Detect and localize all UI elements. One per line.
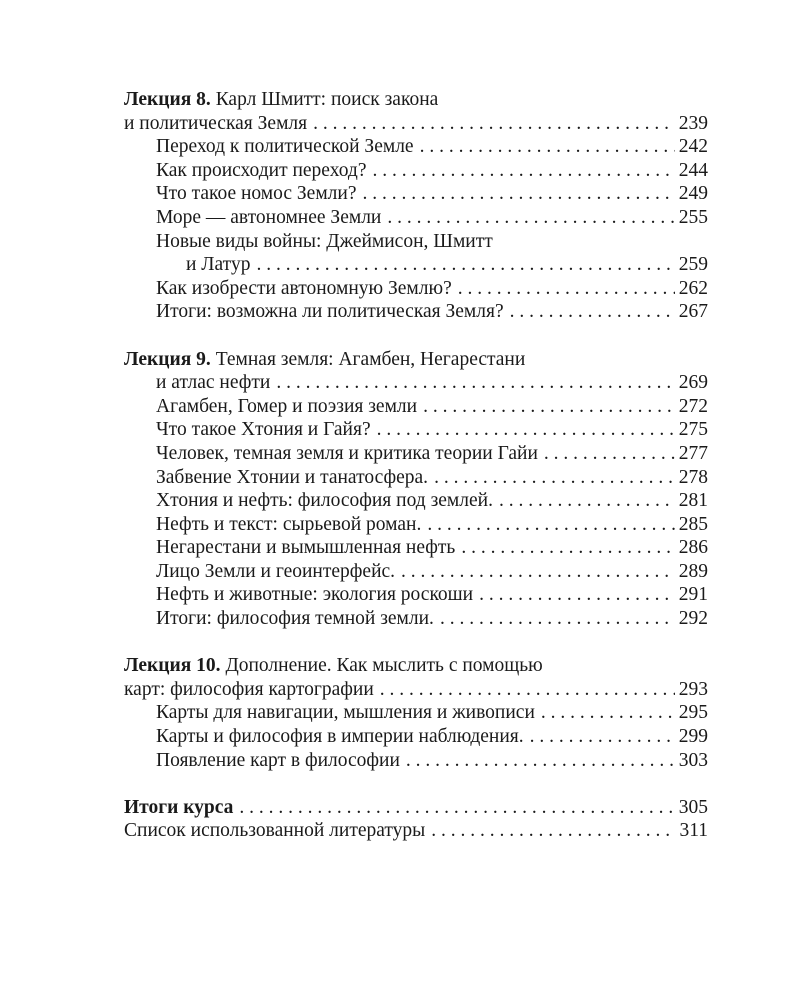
dot-leader	[276, 371, 674, 395]
entry-title: карт: философия картографии	[124, 678, 374, 700]
page-number: 275	[678, 419, 708, 441]
dot-leader	[420, 135, 675, 159]
dot-leader	[499, 489, 675, 513]
dot-leader	[380, 678, 675, 702]
dot-leader	[530, 725, 675, 749]
toc-entry	[124, 395, 708, 419]
entry-title: Переход к политической Земле	[156, 136, 414, 158]
page-number: 286	[678, 537, 708, 559]
page-number: 311	[679, 820, 708, 842]
page-number: 291	[678, 584, 708, 606]
toc-entry	[124, 253, 708, 277]
toc-entry	[124, 300, 708, 324]
toc-entry	[124, 725, 708, 749]
toc-entry	[124, 371, 708, 395]
toc-entry	[124, 583, 708, 607]
dot-leader	[406, 749, 675, 773]
entry-title: Забвение Хтонии и танатосфера.	[156, 466, 429, 488]
dot-leader	[401, 560, 675, 584]
page-number: 299	[678, 726, 708, 748]
page-number: 255	[678, 206, 708, 228]
dot-leader	[431, 819, 675, 843]
entry-title: Карты для навигации, мышления и живописи	[156, 702, 535, 724]
page-number: 249	[678, 183, 708, 205]
toc-entry	[124, 466, 708, 490]
lecture-label: Лекция 9.	[124, 348, 211, 370]
page-number: 244	[678, 159, 708, 181]
toc-entry	[124, 819, 708, 843]
lecture-label: Лекция 10.	[124, 655, 221, 677]
toc-entry	[124, 560, 708, 584]
entry-title: и атлас нефти	[156, 372, 271, 394]
page-number: 239	[678, 112, 708, 134]
page-number: 305	[678, 796, 708, 818]
page-number: 267	[678, 301, 708, 323]
entry-title: Что такое номос Земли?	[156, 183, 357, 205]
lecture-title: Карл Шмитт: поиск закона	[215, 89, 439, 110]
lecture-heading	[124, 654, 708, 678]
dot-leader	[387, 206, 674, 230]
dot-leader	[423, 395, 675, 419]
toc-entry	[124, 536, 708, 560]
dot-leader	[362, 182, 674, 206]
entry-title: Как изобрести автономную Землю?	[156, 277, 452, 299]
summary-title: Итоги курса	[124, 796, 234, 818]
toc-entry	[124, 442, 708, 466]
entry-title: Агамбен, Гомер и поэзия земли	[156, 395, 418, 417]
dot-leader	[461, 536, 674, 560]
toc-entry	[124, 678, 708, 702]
toc-entry	[124, 206, 708, 230]
entry-title: Итоги: возможна ли политическая Земля?	[156, 301, 504, 323]
toc-entry	[124, 749, 708, 773]
page-number: 293	[678, 678, 708, 700]
dot-leader	[458, 277, 675, 301]
entry-title: Лицо Земли и геоинтерфейс.	[156, 560, 396, 582]
dot-leader	[377, 418, 675, 442]
dot-leader	[479, 583, 675, 607]
entry-title: Нефть и текст: сырьевой роман.	[156, 513, 422, 535]
dot-leader	[544, 442, 675, 466]
dot-leader	[434, 466, 675, 490]
entry-title: Нефть и животные: экология роскоши	[156, 584, 474, 606]
lecture-title: Темная земля: Агамбен, Негарестани	[215, 348, 526, 370]
lecture-label: Лекция 8.	[124, 89, 211, 110]
references-title: Список использованной литературы	[124, 820, 426, 842]
toc-entry	[124, 796, 708, 820]
page-number: 281	[678, 490, 708, 512]
entry-title-continued: и Латур	[186, 254, 251, 276]
entry-title: Как происходит переход?	[156, 159, 367, 181]
page-number: 285	[678, 513, 708, 535]
lecture-title: Дополнение. Как мыслить с помощью	[225, 655, 543, 677]
entry-title: Человек, темная земля и критика теории Гайи	[156, 442, 538, 464]
page-number: 269	[678, 372, 708, 394]
entry-title: и политическая Земля	[124, 112, 308, 134]
dot-leader	[541, 701, 675, 725]
dot-leader	[313, 112, 675, 136]
page-number: 278	[678, 466, 708, 488]
entry-title: Море — автономнее Земли	[156, 206, 382, 228]
entry-title: Новые виды войны: Джеймисон, Шмитт	[156, 230, 493, 252]
entry-title: Появление карт в философии	[156, 749, 400, 771]
page-number: 242	[678, 136, 708, 158]
table-of-contents	[124, 88, 708, 867]
entry-title: Негарестани и вымышленная нефть	[156, 537, 456, 559]
dot-leader	[510, 300, 675, 324]
dot-leader	[372, 159, 674, 183]
page-number: 277	[678, 442, 708, 464]
page-number: 303	[678, 749, 708, 771]
lecture-9-section	[124, 348, 708, 631]
page-number: 262	[678, 277, 708, 299]
dot-leader	[440, 607, 675, 631]
back-matter-section	[124, 796, 708, 843]
dot-leader	[427, 513, 674, 537]
page-number: 272	[678, 395, 708, 417]
toc-entry	[124, 135, 708, 159]
toc-entry	[124, 182, 708, 206]
page-number: 289	[678, 560, 708, 582]
page-number: 259	[678, 254, 708, 276]
toc-entry	[124, 489, 708, 513]
toc-entry	[124, 277, 708, 301]
dot-leader	[256, 253, 674, 277]
entry-title: Карты и философия в империи наблюдения.	[156, 726, 524, 748]
dot-leader	[239, 796, 674, 820]
toc-entry	[124, 159, 708, 183]
entry-title: Что такое Хтония и Гайя?	[156, 419, 371, 441]
entry-title: Хтония и нефть: философия под землей.	[156, 490, 493, 512]
toc-entry	[124, 701, 708, 725]
toc-entry	[124, 418, 708, 442]
entry-title: Итоги: философия темной земли.	[156, 608, 434, 630]
lecture-10-section	[124, 654, 708, 772]
toc-entry	[124, 607, 708, 631]
toc-entry	[124, 513, 708, 537]
lecture-8-section	[124, 88, 708, 324]
toc-entry	[124, 112, 708, 136]
lecture-heading	[124, 88, 708, 112]
lecture-heading	[124, 348, 708, 372]
toc-entry-line	[124, 230, 708, 254]
page-number: 295	[678, 702, 708, 724]
page-number: 292	[678, 608, 708, 630]
